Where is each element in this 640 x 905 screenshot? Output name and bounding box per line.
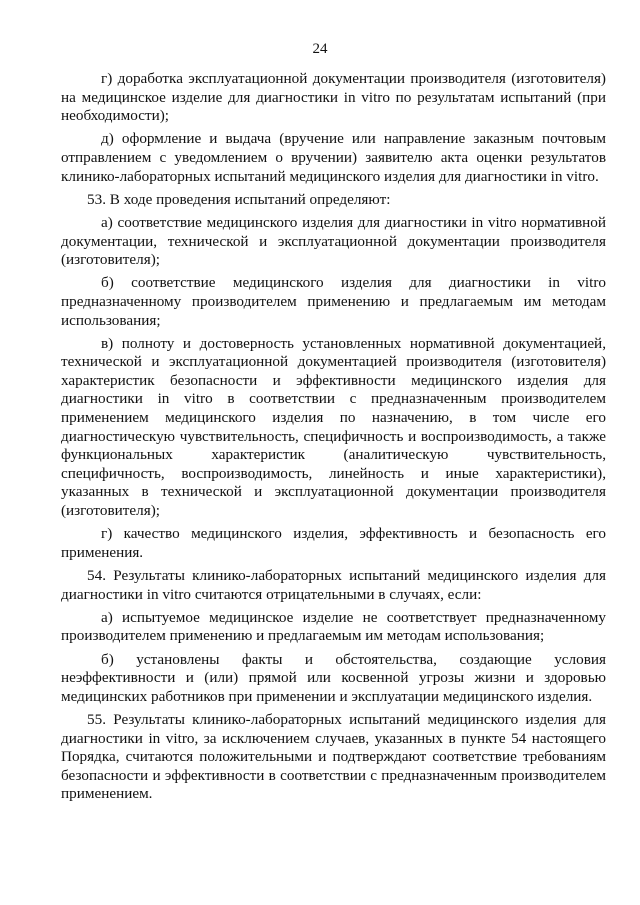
paragraph-55: 55. Результаты клинико-лабораторных испытаний медицинского изделия для диагностики in vitro, за исключением случаев, указанных в пункте 54 настоящего Порядка, считаются положительными и подтверждают соответствие требованиям безопасности и эффективности в соответствии с предназначенным производителем применением. xyxy=(61,710,606,803)
paragraph-53a: а) соответствие медицинского изделия для диагностики in vitro нормативной документации, технической и эксплуатационной документации производителя (изготовителя); xyxy=(61,213,606,269)
paragraph-54-heading: 54. Результаты клинико-лабораторных испытаний медицинского изделия для диагностики in vitro считаются отрицательными в случаях, если: xyxy=(61,567,606,603)
paragraph-53-heading: 53. В ходе проведения испытаний определяют: xyxy=(87,190,391,208)
paragraph-54b: б) установлены факты и обстоятельства, создающие условия неэффективности и (или) прямой или косвенной угрозы жизни и здоровью медицинских работников при применении и эксплуатации медицинского изделия. xyxy=(61,650,606,705)
paragraph-54a: а) испытуемое медицинское изделие не соответствует предназначенному производителем применению и предлагаемым им методам использования; xyxy=(61,608,606,645)
paragraph-52g: г) доработка эксплуатационной документации производителя (изготовителя) на медицинское изделие для диагностики in vitro по результатам испытаний (при необходимости); xyxy=(61,70,606,125)
document-body xyxy=(61,70,606,809)
page-number: 24 xyxy=(312,41,328,57)
paragraph-52d: д) оформление и выдача (вручение или направление заказным почтовым отправлением с уведомлением о вручении) заявителю акта оценки результатов клинико-лабораторных испытаний медицинского изделия для диагностики in vitro. xyxy=(61,130,606,185)
paragraph-53b: б) соответствие медицинского изделия для диагностики in vitro предназначенному производителем применению и предлагаемым им методам использования; xyxy=(61,274,606,329)
paragraph-53v: в) полноту и достоверность установленных нормативной документацией, технической и эксплуатационной документацией производителя (изготовителя) характеристик безопасности и эффективности медицинского изделия для диагностики in vitro в соответствии с предназначенным производителем применением медицинского изделия по назначению, в том числе его диагностическую чувствительность, специфичность и воспроизводимость, а также функциональных характеристик (аналитическую чувствительность, специфичность, воспроизводимость, линейность и иные характеристики), указанных в технической и эксплуатационной документации производителя (изготовителя); xyxy=(61,334,606,520)
paragraph-53g: г) качество медицинского изделия, эффективность и безопасность его применения. xyxy=(61,525,606,561)
